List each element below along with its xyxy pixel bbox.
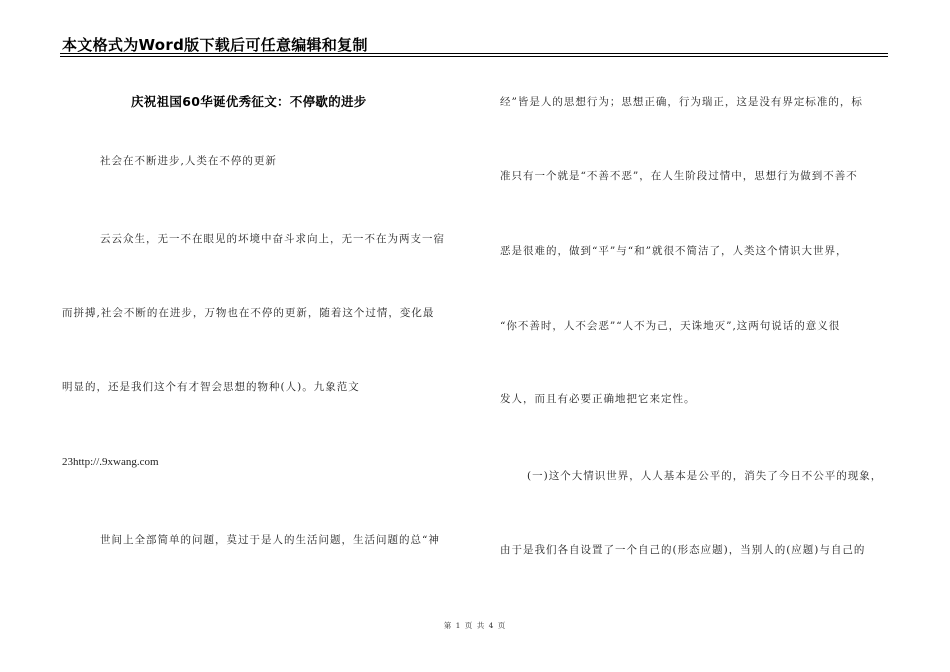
article-title: 庆祝祖国60华诞优秀征文：不停歇的进步: [131, 94, 367, 109]
paragraph-line: 云云众生，无一不在眼见的坏境中奋斗求向上，无一不在为两支一宿: [100, 233, 445, 245]
paragraph-line: 世间上全部简单的问题，莫过于是人的生活问题，生活问题的总“神: [100, 534, 440, 546]
page-number: 第 1 页 共 4 页: [443, 621, 507, 630]
paragraph-line: 由于是我们各自设置了一个自己的(形态应题)，当别人的(应题)与自己的: [500, 544, 866, 556]
paragraph-line: 恶是很难的，做到“平”与“和”就很不简洁了，人类这个情识大世界，: [500, 245, 848, 257]
paragraph-line: 准只有一个就是“不善不恶”，在人生阶段过情中，思想行为做到不善不: [500, 170, 858, 182]
document-banner: 本文格式为Word版下载后可任意编辑和复制: [62, 36, 368, 54]
paragraph-line-url: 23http://.9xwang.com: [62, 456, 159, 468]
paragraph-line: (一)这个大情识世界，人人基本是公平的，消失了今日不公平的现象，: [527, 470, 883, 482]
paragraph-line: 而拼搏,社会不断的在进步，万物也在不停的更新，随着这个过情，变化最: [62, 307, 435, 319]
paragraph-line: 明显的，还是我们这个有才智会思想的物种(人)。九象范文: [62, 381, 360, 393]
paragraph-line: “你不善时，人不会恶”“人不为己，天诛地灭”,这两句说话的意义很: [500, 320, 841, 332]
banner-divider-top: [60, 53, 888, 54]
paragraph-line: 发人，而且有必要正确地把它来定性。: [500, 393, 696, 405]
paragraph-line: 社会在不断进步,人类在不停的更新: [100, 155, 277, 167]
banner-divider-bottom: [60, 56, 888, 57]
paragraph-line: 经”皆是人的思想行为；思想正确，行为瑞正，这是没有界定标准的，标: [500, 96, 863, 108]
